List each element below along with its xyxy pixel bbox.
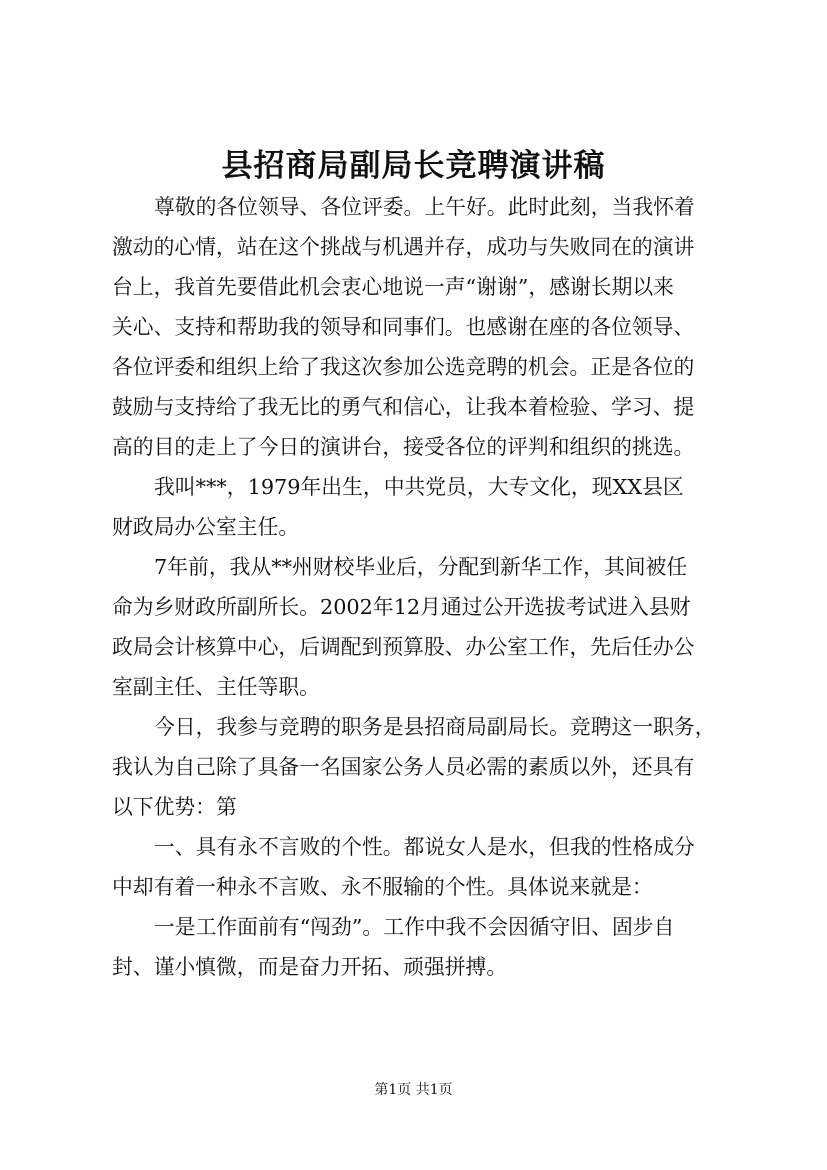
text-line: 财政局办公室主任。 (112, 515, 300, 539)
text-line: 一、具有永不言败的个性。都说女人是水，但我的性格成分 (154, 835, 695, 859)
text-line: 激动的心情，站在这个挑战与机遇并存，成功与失败同在的演讲 (112, 235, 695, 259)
text-line: 台上，我首先要借此机会衷心地说一声“谢谢”，感谢长期以来 (112, 275, 674, 299)
document-title: 县招商局副局长竞聘演讲稿 (221, 148, 606, 184)
text-line: 室副主任、主任等职。 (112, 675, 320, 699)
text-line: 7年前，我从**州财校毕业后，分配到新华工作，其间被任 (154, 555, 688, 579)
text-line: 我认为自己除了具备一名国家公务人员必需的素质以外，还具有 (112, 755, 695, 779)
text-line: 政局会计核算中心，后调配到预算股、办公室工作，先后任办公 (112, 635, 695, 659)
document-body (112, 190, 740, 990)
text-line: 命为乡财政所副所长。2002年12月通过公开选拔考试进入县财 (112, 595, 691, 619)
text-line: 高的目的走上了今日的演讲台，接受各位的评判和组织的挑选。 (112, 435, 695, 459)
text-line: 各位评委和组织上给了我这次参加公选竞聘的机会。正是各位的 (112, 355, 695, 379)
text-line: 关心、支持和帮助我的领导和同事们。也感谢在座的各位领导、 (112, 315, 695, 339)
text-line: 鼓励与支持给了我无比的勇气和信心，让我本着检验、学习、提 (112, 395, 695, 419)
text-line: 中却有着一种永不言败、永不服输的个性。具体说来就是： (112, 875, 653, 899)
text-line: 封、谨小慎微，而是奋力开拓、顽强拼搏。 (112, 955, 508, 979)
text-line: 今日，我参与竞聘的职务是县招商局副局长。竞聘这一职务， (154, 715, 716, 739)
text-line: 尊敬的各位领导、各位评委。上午好。此时此刻，当我怀着 (154, 195, 695, 219)
text-line: 我叫***，1979年出生，中共党员，大专文化，现XX县区 (154, 475, 684, 499)
page-number-footer: 第1页 共1页 (374, 1082, 453, 1098)
text-line: 以下优势：第 (112, 795, 237, 819)
text-line: 一是工作面前有“闯劲”。工作中我不会因循守旧、固步自 (154, 915, 675, 939)
